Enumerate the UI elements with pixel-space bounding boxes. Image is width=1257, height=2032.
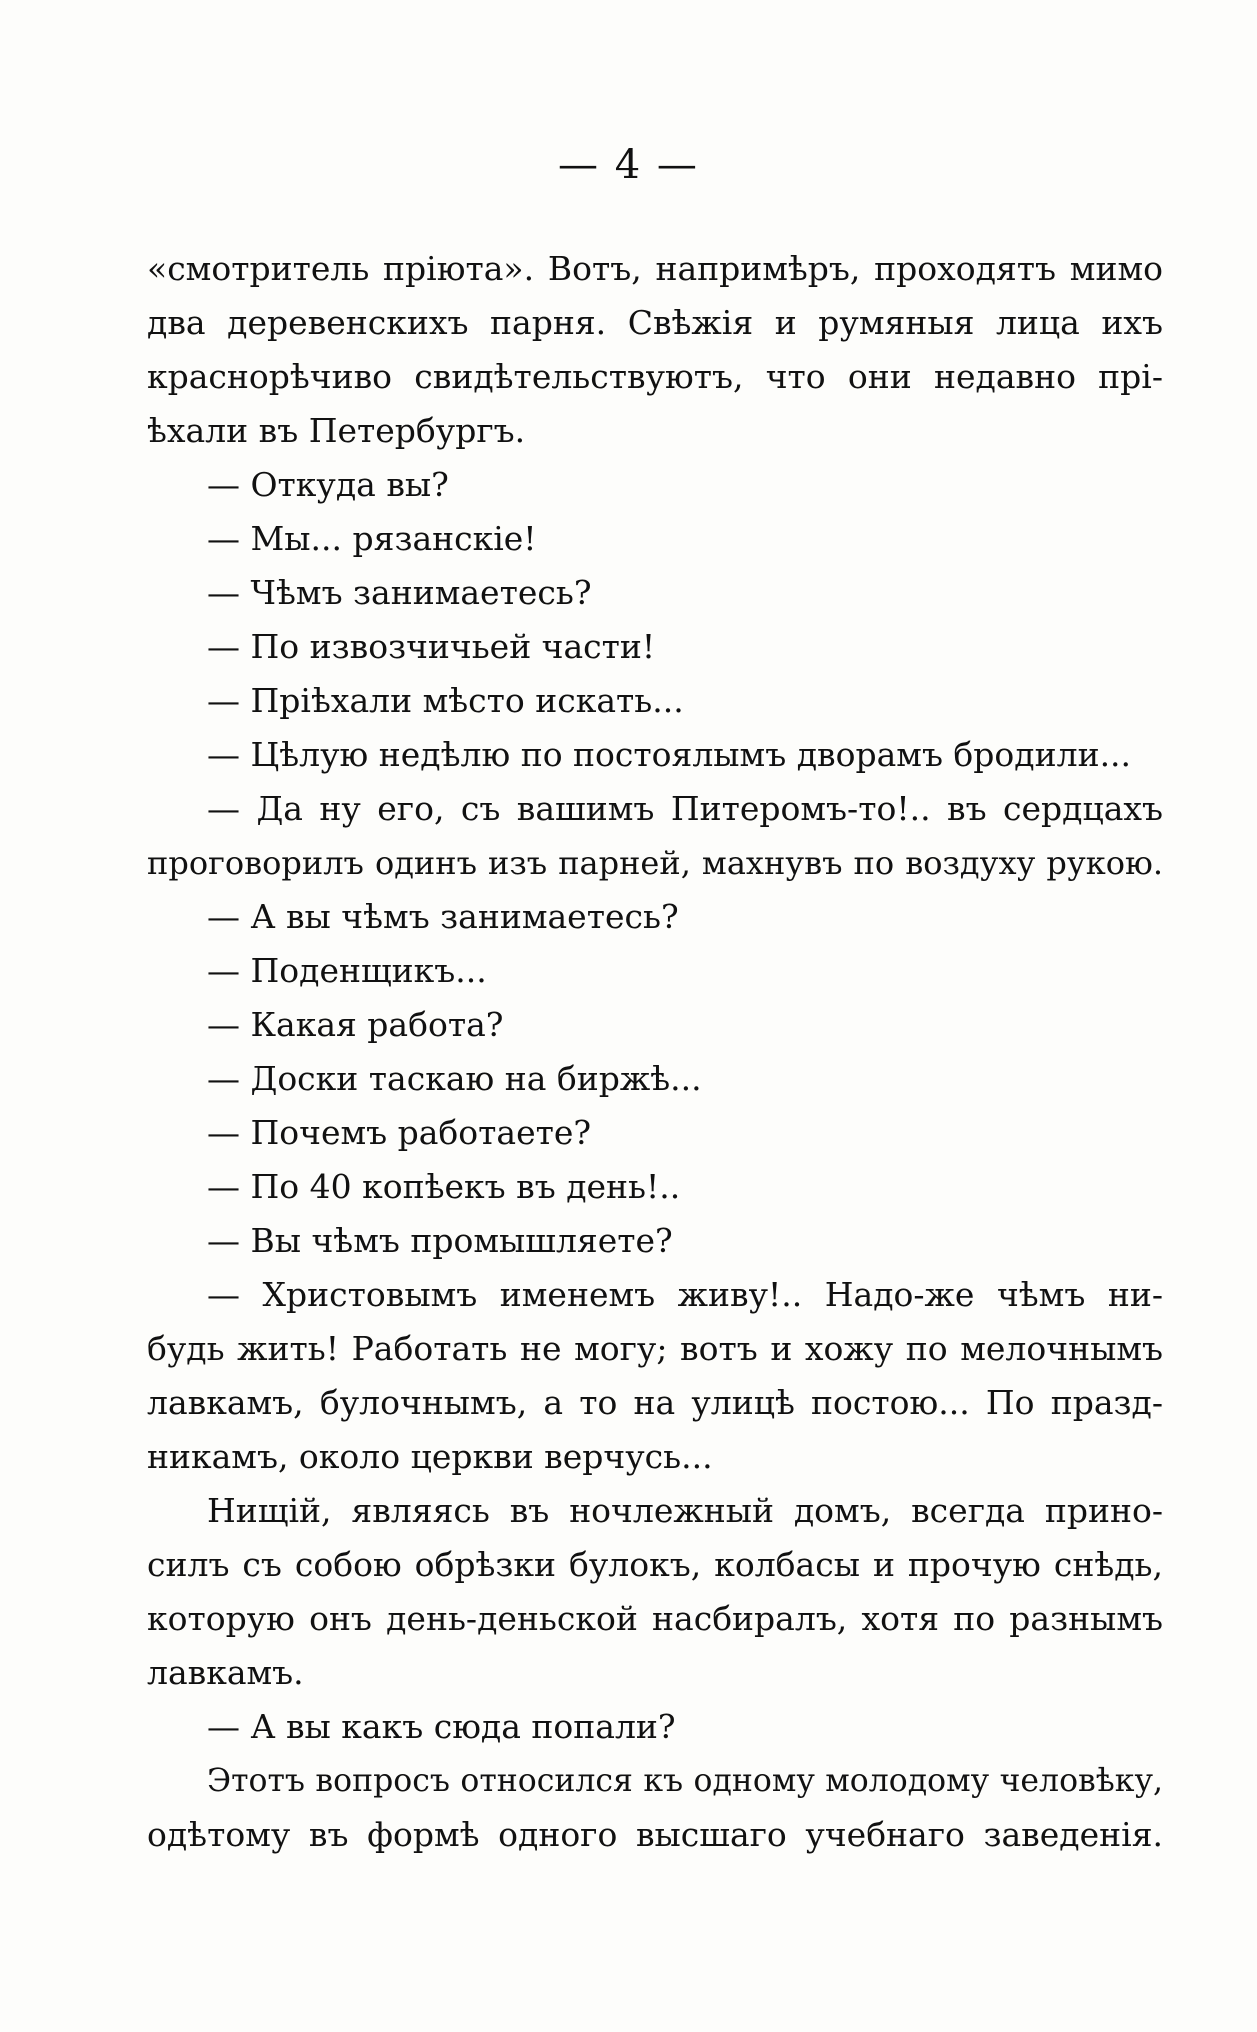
text-line: одѣтому въ формѣ одного высшаго учебнаго заведенiя.: [147, 1815, 1163, 1854]
text-line: — Да ну его, съ вашимъ Питеромъ-то!.. въ сердцахъ: [207, 789, 1163, 828]
text-line: — По 40 копѣекъ въ день!..: [207, 1167, 681, 1206]
text-line: силъ съ собою обрѣзки булокъ, колбасы и прочую снѣдь,: [147, 1545, 1163, 1584]
text-line: Нищiй, являясь въ ночлежный домъ, всегда прино-: [207, 1491, 1163, 1530]
text-line: — Мы... рязанскiе!: [207, 519, 537, 558]
text-line: краснорѣчиво свидѣтельствуютъ, что они недавно прi-: [147, 357, 1163, 396]
text-line: — Поденщикъ...: [207, 951, 487, 990]
text-line: — Христовымъ именемъ живу!.. Надо-же чѣмъ ни-: [207, 1275, 1163, 1314]
text-line: — А вы какъ сюда попали?: [207, 1707, 676, 1746]
text-line: — По извозчичьей части!: [207, 627, 656, 666]
text-line: — Доски таскаю на биржѣ...: [207, 1059, 702, 1098]
text-line: — Цѣлую недѣлю по постоялымъ дворамъ бродили...: [207, 735, 1132, 774]
body-text: [147, 242, 1163, 1862]
text-line: — Прiѣхали мѣсто искать...: [207, 681, 684, 720]
text-line: лавкамъ, булочнымъ, а то на улицѣ постою... По празд-: [147, 1383, 1163, 1422]
page-number: — 4 —: [558, 142, 699, 188]
text-line: — Чѣмъ занимаетесь?: [207, 573, 592, 612]
text-line: — Почемъ работаете?: [207, 1113, 592, 1152]
text-line: — А вы чѣмъ занимаетесь?: [207, 897, 679, 936]
text-line: ѣхали въ Петербургъ.: [147, 411, 526, 450]
text-line: два деревенскихъ парня. Свѣжiя и румяныя лица ихъ: [147, 303, 1163, 342]
text-line: будь жить! Работать не могу; вотъ и хожу по мелочнымъ: [147, 1329, 1163, 1368]
text-line: Этотъ вопросъ относился къ одному молодому человѣку,: [207, 1763, 1163, 1799]
text-line: которую онъ день-деньской насбиралъ, хотя по разнымъ: [147, 1599, 1163, 1638]
text-line: «смотритель прiюта». Вотъ, напримѣръ, проходятъ мимо: [147, 249, 1163, 288]
text-line: — Вы чѣмъ промышляете?: [207, 1221, 673, 1260]
text-line: лавкамъ.: [147, 1653, 304, 1692]
text-line: никамъ, около церкви верчусь...: [147, 1437, 713, 1476]
text-line: проговорилъ одинъ изъ парней, махнувъ по воздуху рукою.: [147, 844, 1163, 882]
text-line: — Какая работа?: [207, 1005, 504, 1044]
text-line: — Откуда вы?: [207, 465, 449, 504]
